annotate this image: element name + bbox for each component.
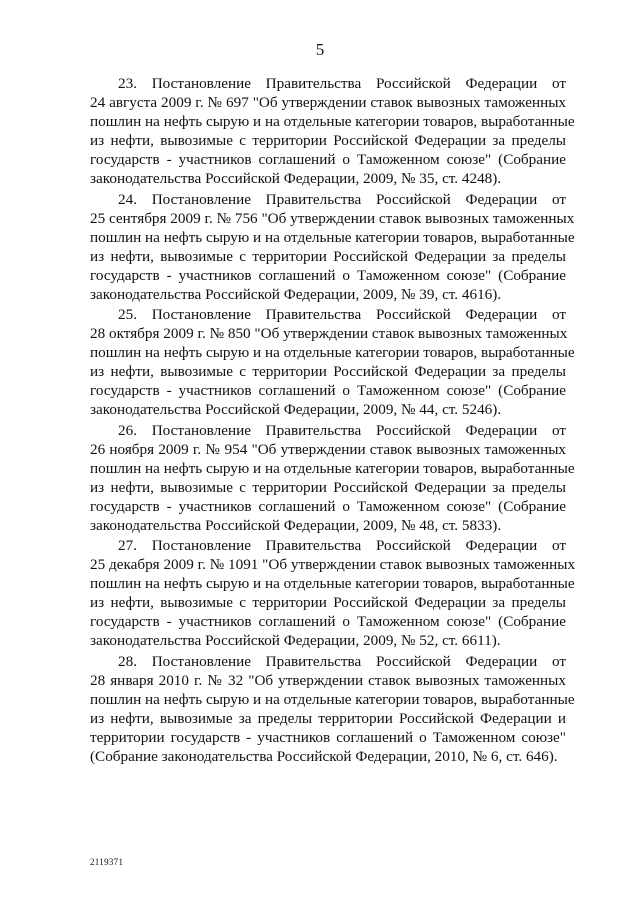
text-line: пошлин на нефть сырую и на отдельные категории товаров, выработанные bbox=[90, 344, 575, 361]
list-item bbox=[90, 421, 575, 535]
text-line: 23. Постановление Правительства Российской Федерации от bbox=[118, 75, 566, 92]
text-line: из нефти, вывозимые с территории Российской Федерации за пределы bbox=[90, 247, 566, 265]
text-line: государств - участников соглашений о Таможенном союзе" (Собрание bbox=[90, 497, 566, 515]
text-line: из нефти, вывозимые с территории Российской Федерации за пределы bbox=[90, 132, 566, 149]
list-item bbox=[90, 652, 575, 766]
text-line: 28 октября 2009 г. № 850 "Об утверждении ставок вывозных таможенных bbox=[90, 325, 568, 342]
text-line: 26. Постановление Правительства Российской Федерации от bbox=[118, 421, 566, 439]
text-line: пошлин на нефть сырую и на отдельные категории товаров, выработанные bbox=[90, 459, 575, 477]
text-line: 25 сентября 2009 г. № 756 "Об утверждении ставок вывозных таможенных bbox=[90, 209, 575, 227]
document-body bbox=[90, 74, 576, 767]
text-line: 25 декабря 2009 г. № 1091 "Об утверждении ставок вывозных таможенных bbox=[90, 556, 576, 573]
list-item bbox=[90, 74, 575, 188]
text-line: законодательства Российской Федерации, 2009, № 52, ст. 6611). bbox=[90, 632, 501, 649]
text-line: законодательства Российской Федерации, 2009, № 44, ст. 5246). bbox=[90, 401, 502, 418]
text-line: государств - участников соглашений о Таможенном союзе" (Собрание bbox=[90, 151, 566, 168]
text-line: 28. Постановление Правительства Российской Федерации от bbox=[118, 652, 566, 670]
text-line: 27. Постановление Правительства Российской Федерации от bbox=[118, 537, 566, 554]
text-line: 28 января 2010 г. № 32 "Об утверждении ставок вывозных таможенных bbox=[90, 671, 566, 689]
text-line: территории государств - участников соглашений о Таможенном союзе" bbox=[90, 728, 566, 746]
text-line: (Собрание законодательства Российской Федерации, 2010, № 6, ст. 646). bbox=[90, 747, 558, 765]
text-line: пошлин на нефть сырую и на отдельные категории товаров, выработанные bbox=[90, 113, 575, 130]
text-line: из нефти, вывозимые с территории Российской Федерации за пределы bbox=[90, 594, 566, 611]
text-line: законодательства Российской Федерации, 2009, № 48, ст. 5833). bbox=[90, 516, 502, 534]
text-line: законодательства Российской Федерации, 2009, № 35, ст. 4248). bbox=[90, 170, 502, 187]
text-line: 26 ноября 2009 г. № 954 "Об утверждении ставок вывозных таможенных bbox=[90, 440, 566, 458]
list-item bbox=[90, 305, 575, 419]
text-line: государств - участников соглашений о Таможенном союзе" (Собрание bbox=[90, 382, 566, 399]
text-line: пошлин на нефть сырую и на отдельные категории товаров, выработанные bbox=[90, 690, 575, 708]
text-line: 25. Постановление Правительства Российской Федерации от bbox=[118, 306, 566, 323]
text-line: государств - участников соглашений о Таможенном союзе" (Собрание bbox=[90, 613, 566, 630]
text-line: государств - участников соглашений о Таможенном союзе" (Собрание bbox=[90, 266, 566, 284]
text-line: пошлин на нефть сырую и на отдельные категории товаров, выработанные bbox=[90, 575, 575, 592]
text-line: 24 августа 2009 г. № 697 "Об утверждении ставок вывозных таможенных bbox=[90, 94, 566, 111]
page-number: 5 bbox=[315, 40, 325, 59]
list-item bbox=[90, 190, 575, 304]
text-line: 24. Постановление Правительства Российской Федерации от bbox=[118, 190, 566, 208]
text-line: законодательства Российской Федерации, 2009, № 39, ст. 4616). bbox=[90, 285, 502, 303]
text-line: из нефти, вывозимые с территории Российской Федерации за пределы bbox=[90, 363, 566, 380]
text-line: из нефти, вывозимые за пределы территории Российской Федерации и bbox=[90, 709, 566, 727]
document-code: 2119371 bbox=[90, 857, 124, 867]
text-line: пошлин на нефть сырую и на отдельные категории товаров, выработанные bbox=[90, 228, 575, 246]
list-item bbox=[90, 536, 576, 650]
text-line: из нефти, вывозимые с территории Российской Федерации за пределы bbox=[90, 478, 566, 496]
